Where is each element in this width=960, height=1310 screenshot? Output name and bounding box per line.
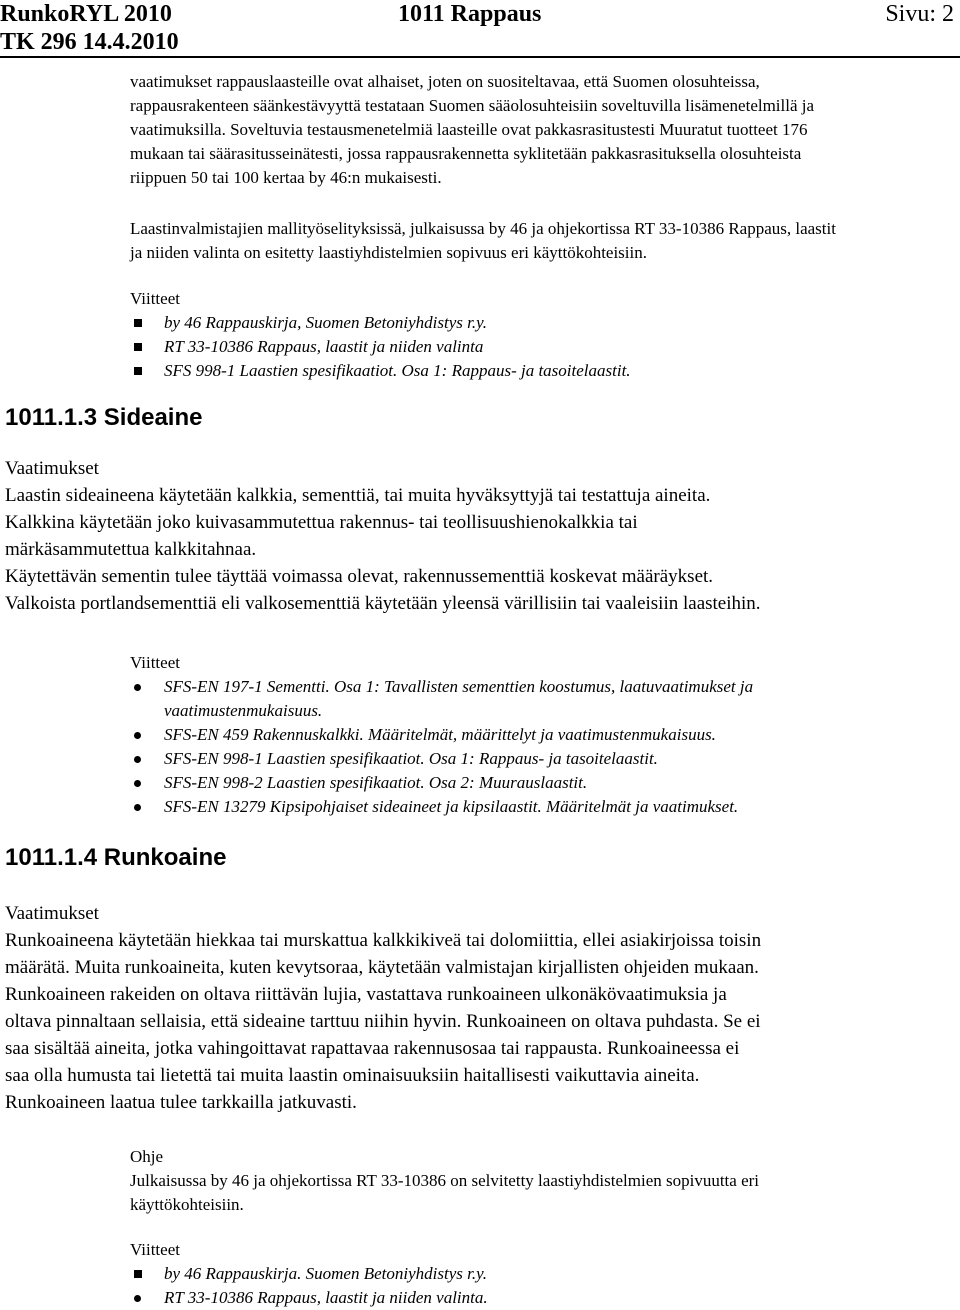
reference-item: SFS-EN 459 Rakennuskalkki. Määritelmät, määrittelyt ja vaatimustenmukaisuus. [130, 723, 955, 747]
references-heading: Viitteet [130, 1240, 180, 1259]
header-page-value: 2 [942, 1, 954, 27]
references-heading: Viitteet [130, 289, 180, 308]
text-line: oltava pinnaltaan sellaisia, että sideaine tarttuu niihin hyvin. Runkoaineen on oltava puhdasta. Se ei [5, 1011, 761, 1032]
text-line: Runkoaineena käytetään hiekkaa tai murskattua kalkkikiveä tai dolomiittia, ellei asiakirjoissa toisin [5, 930, 762, 951]
section-title-sideaine: 1011.1.3 Sideaine [5, 404, 203, 431]
header-doc-name: RunkoRYL 2010 [0, 1, 172, 27]
text-line: Laastin sideaineena käytetään kalkkia, sementtiä, tai muita hyväksyttyjä tai testattuja aineita. [5, 485, 711, 506]
reference-item: RT 33-10386 Rappaus, laastit ja niiden valinta. [130, 1286, 955, 1310]
text-line: Laastinvalmistajien mallityöselityksissä, julkaisussa by 46 ja ohjekortissa RT 33-10386 Rappaus, laastit [130, 219, 836, 238]
round-bullet-icon [134, 1295, 141, 1302]
header-page-label: Sivu: [885, 1, 936, 27]
reference-item: RT 33-10386 Rappaus, laastit ja niiden valinta [130, 335, 955, 359]
header-page-number [885, 0, 954, 28]
text-line: saa sisältää aineita, jotka vahingoittavat rapattavaa rakennusosaa tai rappausta. Runkoaineessa ei [5, 1038, 740, 1059]
round-bullet-icon [134, 804, 141, 811]
reference-item: by 46 Rappauskirja, Suomen Betoniyhdistys r.y. [130, 311, 955, 335]
reference-item: by 46 Rappauskirja. Suomen Betoniyhdistys r.y. [130, 1262, 955, 1286]
text-line: Käytettävän sementin tulee täyttää voimassa olevat, rakennussementtiä koskevat määräykset. [5, 566, 714, 587]
text-line: vaatimuksilla. Soveltuvia testausmenetelmiä laasteille ovat pakkasrasitustesti Muuratut tuotteet 176 [130, 120, 808, 139]
references-block-sideaine [130, 651, 955, 819]
section-title-runkoaine: 1011.1.4 Runkoaine [5, 844, 227, 871]
text-line: Kalkkina käytetään joko kuivasammutettua rakennus- tai teollisuushienokalkkia tai [5, 512, 638, 533]
text-line: Julkaisussa by 46 ja ohjekortissa RT 33-10386 on selvitetty laastiyhdistelmien sopivuutta eri [130, 1171, 760, 1190]
text-line: märkäsammutettua kalkkitahnaa. [5, 539, 257, 560]
text-line: saa olla humusta tai lietettä tai muita laastin ominaisuuksiin haitallisesti vaikuttavia aineita. [5, 1065, 700, 1086]
text-line: Valkoista portlandsementtiä eli valkosementtiä käytetään yleensä värillisiin tai vaaleisiin laasteihin. [5, 593, 761, 614]
round-bullet-icon [134, 732, 141, 739]
square-bullet-icon [134, 343, 142, 351]
round-bullet-icon [134, 684, 141, 691]
reference-item: SFS-EN 998-2 Laastien spesifikaatiot. Osa 2: Muurauslaastit. [130, 771, 955, 795]
intro-paragraph [130, 70, 955, 190]
page-header [0, 0, 960, 56]
paragraph-manufacturers [130, 217, 955, 265]
subheading: Vaatimukset [5, 458, 99, 479]
round-bullet-icon [134, 780, 141, 787]
reference-item: SFS-EN 13279 Kipsipohjaiset sideaineet ja kipsilaastit. Määritelmät ja vaatimukset. [130, 795, 955, 819]
header-chapter: 1011 Rappaus [398, 1, 542, 27]
square-bullet-icon [134, 367, 142, 375]
text-line: vaatimukset rappauslaasteille ovat alhaiset, joten on suositeltavaa, että Suomen olosuhteissa, [130, 72, 760, 91]
subheading: Vaatimukset [5, 903, 99, 924]
header-divider [0, 56, 960, 58]
references-block-runkoaine [130, 1238, 955, 1310]
square-bullet-icon [134, 319, 142, 327]
text-line: käyttökohteisiin. [130, 1195, 244, 1214]
reference-item: SFS-EN 197-1 Sementti. Osa 1: Tavallisten sementtien koostumus, laatuvaatimukset ja vaatimustenmukaisuus. [130, 675, 955, 723]
text-line: määrätä. Muita runkoaineita, kuten kevytsoraa, käytetään valmistajan kirjallisten ohjeiden mukaan. [5, 957, 759, 978]
sideaine-requirements [5, 455, 955, 617]
text-line: ja niiden valinta on esitetty laastiyhdistelmien sopivuus eri käyttökohteisiin. [130, 243, 647, 262]
references-block-1 [130, 287, 955, 383]
reference-item: SFS-EN 998-1 Laastien spesifikaatiot. Osa 1: Rappaus- ja tasoitelaastit. [130, 747, 955, 771]
text-line: Runkoaineen rakeiden on oltava riittävän lujia, vastattava runkoaineen ulkonäkövaatimuksia ja [5, 984, 727, 1005]
text-line: mukaan tai säärasitusseinätesti, jossa rappausrakennetta syklitetään pakkasrasituksella olosuhteista [130, 144, 802, 163]
text-line: rappausrakenteen säänkestävyyttä testataan Suomen sääolosuhteisiin soveltuvilla lisämenetelmillä ja [130, 96, 815, 115]
square-bullet-icon [134, 1270, 142, 1278]
ohje-block [130, 1145, 955, 1217]
text-line: riippuen 50 tai 100 kertaa by 46:n mukaisesti. [130, 168, 442, 187]
ohje-heading: Ohje [130, 1147, 164, 1166]
text-line: Runkoaineen laatua tulee tarkkailla jatkuvasti. [5, 1092, 357, 1113]
reference-item: SFS 998-1 Laastien spesifikaatiot. Osa 1: Rappaus- ja tasoitelaastit. [130, 359, 955, 383]
references-heading: Viitteet [130, 653, 180, 672]
runkoaine-requirements [5, 900, 955, 1116]
round-bullet-icon [134, 756, 141, 763]
header-committee-date: TK 296 14.4.2010 [0, 29, 179, 55]
